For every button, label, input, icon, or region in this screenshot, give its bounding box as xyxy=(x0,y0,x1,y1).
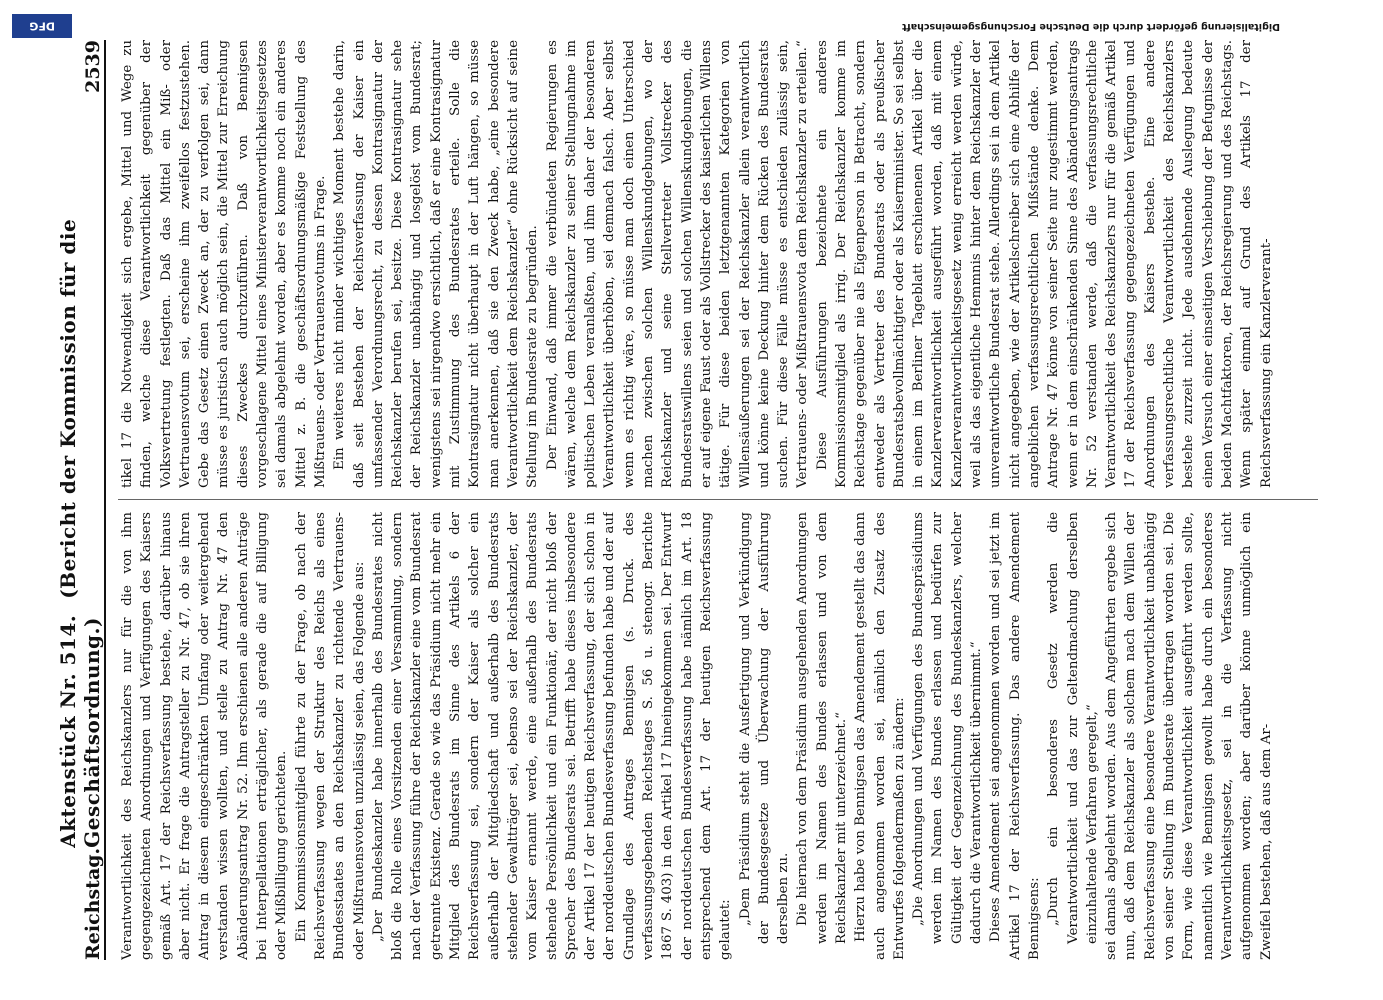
text-column-left xyxy=(118,512,1318,960)
page-number: 2539 xyxy=(82,40,104,93)
header-reichstag: Reichstag. xyxy=(82,847,104,960)
paragraph: Dieses Amendement sei angenommen worden und sei jetzt im Artikel 17 der Reichsverfassung. Das andere Amendement Bennigsens: xyxy=(988,512,1042,960)
header-report-title: (Bericht der Kommission für die Geschäftsordnung.) xyxy=(56,218,104,848)
paragraph: sei damals abgelehnt worden. Aus dem Angeführten ergebe sich nun, daß dem Reichskanzler als solchem nach dem Willen der Reichsverfassung eine besondere Verantwortlichkeit unabhängig von seiner Stellung im Bundesrate übertragen worden sei. Die Form, wie diese Verantwortlichkeit ausgeführt werden sollte, namentlich wie Bennigsen gewollt habe durch ein besonderes Verantwortlichkeitsgesetz, sei in die Verfassung nicht aufgenommen worden; aber darüber könne unmöglich ein Zweifel bestehen, daß aus dem Ar- xyxy=(1104,512,1274,960)
text-column-right xyxy=(118,40,1318,488)
paragraph: Diese Ausführungen bezeichnete ein anderes Kommissionsmitglied als irrig. Der Reichskanzler komme im Reichstage gegenüber nie als Eigenperson in Betracht, sondern entweder als Vertreter des Bundesrats oder als preußischer Bundesratsbevollmächtigter oder als Kaiserminister. So sei selbst in einem im Berliner Tageblatt erschienenen Artikel über die Kanzlerverantwortlichkeit ausgeführt worden, daß mit einem Kanzlerverantwortlichkeitsgesetz wenig erreicht werden würde, weil als das eigentliche Hemmnis hinter dem Reichskanzler der unverantwortliche Bundesrat stehe. Allerdings sei in dem Artikel nicht angegeben, wie der Artikelschreiber sich eine Abhilfe der angeblichen verfassungsrechtlichen Mißstände denke. Dem Antrage Nr. 47 könne von seiner Seite nur zugestimmt werden, wenn er in dem einschränkenden Sinne des Abänderungsantrags Nr. 52 verstanden werde, daß die verfassungsrechtliche Verantwortlichkeit des Reichskanzlers nur für die gemäß Artikel 17 der Reichsverfassung gegengezeichneten Verfügungen und Anordnungen des Kaisers bestehe. Eine andere verfassungsrechtliche Verantwortlichkeit des Reichskanzlers bestehe zurzeit nicht. Jede ausdehnende Auslegung bedeute einen Versuch einer einseitigen Verschiebung der Befugnisse der beiden Machtfaktoren, der Reichsregierung und des Reichstags. Wenn später einmal auf Grund des Artikels 17 der Reichsverfassung ein Kanzlerverant- xyxy=(814,40,1274,488)
quote-paragraph: „Durch ein besonderes Gesetz werden die Verantwortlichkeit und das zur Geltendmachung derselben einzuhaltende Verfahren geregelt,“ xyxy=(1046,512,1100,944)
quote-paragraph: „Die Anordnungen und Verfügungen des Bundespräsidiums werden im Namen des Bundes erlassen und bedürfen zur Gültigkeit der Gegenzeichnung des Bundeskanzlers, welcher dadurch die Verantwortlichkeit übernimmt.“ xyxy=(911,512,985,944)
quote-paragraph: Die hiernach von dem Präsidium ausgehenden Anordnungen werden im Namen des Bundes erlassen und von dem Reichskanzler mit unterzeichnet.“ xyxy=(795,512,849,944)
paragraph: Der Einwand, daß immer die verbündeten Regierungen es wären, welche dem Reichskanzler zu seiner Stellungnahme im politischen Leben veranlaßten, und ihm daher der besonderen Verantwortlichkeit überhöben, sei demnach falsch. Aber selbst wenn es richtig wäre, so müsse man doch einen Unterschied machen zwischen solchen Willenskundgebungen, wo der Reichskanzler und seine Stellvertreter Vollstrecker des Bundesratswillens seien und solchen Willenskundgebungen, die er auf eigene Faust oder als Vollstrecker des kaiserlichen Willens tätige. Für diese beiden letztgenannten Kategorien von Willensäußerungen sei der Reichskanzler allein verantwortlich und könne keine Deckung hinter dem Rücken des Bundesrats suchen. Für diese Fälle müsse es entschieden zulässig sein, Vertrauens- oder Mißtrauensvota dem Reichskanzler zu erteilen.“ xyxy=(544,40,811,488)
paragraph: Hierzu habe von Bennigsen das Amendement gestellt das dann auch angenommen worden sei, nämlich den Zusatz des Entwurfes folgendermaßen zu ändern: xyxy=(853,512,907,960)
dfg-logo: DFG xyxy=(12,14,72,38)
page-header xyxy=(56,40,106,960)
quote-paragraph: „Dem Präsidium steht die Ausfertigung und Verkündigung der Bundesgesetze und Überwachung der Ausführung derselben zu. xyxy=(737,512,792,944)
column-divider xyxy=(118,499,1318,500)
paragraph: tikel 17 die Notwendigkeit sich ergebe, Mittel und Wege zu finden, welche diese Verantwortlichkeit gegenüber der Volksvertretung festlegten. Daß das Mittel ein Miß- oder Vertrauensvotum sei, erscheine ihm zweifellos festzustehen. Gebe das Gesetz einen Zweck an, der zu verfolgen sei, dann müsse es juristisch auch möglich sein, die Mittel zur Erreichung dieses Zweckes durchzuführen. Daß von Bennigsen vorgeschlagene Mittel eines Ministerverantwortlichkeitsgesetzes sei damals abgelehnt worden, aber es komme noch ein anderes Mittel z. B. die geschäftsordnungsmäßige Feststellung des Mißtrauens- oder Vertrauensvotums in Frage. xyxy=(120,40,328,488)
paragraph: Verantwortlichkeit des Reichskanzlers nur für die von ihm gegengezeichneten Anordnungen und Verfügungen des Kaisers gemäß Art. 17 der Reichsverfassung bestehe, darüber hinaus aber nicht. Er frage die Antragsteller zu Nr. 47, ob sie ihren Antrag in diesem eingeschränkten Umfang oder weitergehend verstanden wissen wollten, und stelle zu Antrag Nr. 47 den Abänderungsantrag Nr. 52. Ihm erschienen alle anderen Anträge bei Interpellationen erträglicher, als gerade die auf Billigung oder Mißbilligung gerichteten. xyxy=(120,512,290,960)
digitization-note: Digitalisierung gefördert durch die Deutsche Forschungsgemeinschaft xyxy=(902,21,1280,32)
paragraph: Ein weiteres nicht minder wichtiges Moment bestehe darin, daß seit Bestehen der Reichsverfassung der Kaiser ein umfassender Verordnungsrecht, zu dessen Kontrasignatur der Reichskanzler berufen sei, besitze. Diese Kontrasignatur sehe der Reichskanzler unabhängig und losgelöst vom Bundesrat; wenigstens sei nirgendwo ersichtlich, daß er eine Kontrasignatur mit Zustimmung des Bundesrates erteile. Solle die Kontrasignatur nicht überhaupt in der Luft hängen, so müsse man anerkennen, daß sie den Zweck habe, „eine besondere Verantwortlichkeit dem Reichskanzler“ ohne Rücksicht auf seine Stellung im Bundesrate zu begründen. xyxy=(332,40,541,488)
header-document-number: Aktenstück Nr. 514. xyxy=(56,614,80,848)
paragraph: „Der Bundeskanzler habe innerhalb des Bundesrates nicht bloß die Rolle eines Vorsitzenden einer Versammlung, sondern nach der Verfassung führe der Reichskanzler eine vom Bundesrat getrennte Existenz. Gerade so wie das Präsidium nicht mehr ein Mitglied des Bundesrats im Sinne des Artikels 6 der Reichsverfassung sei, sondern der Kaiser als solcher ein außerhalb der Mitgliedschaft und außerhalb des Bundesrats stehender Gewaltträger sei, ebenso sei der Reichskanzler, der vom Kaiser ernannt werde, eine außerhalb des Bundesrats stehende Persönlichkeit und ein Funktionär, der nicht bloß der Sprecher des Bundesrats sei. Betrifft habe dieses insbesondere der Artikel 17 der heutigen Reichsverfassung, der sich schon in der norddeutschen Bundesverfassung befunden habe und der auf Grundlage des Antrages Bennigsen (s. Druck. des verfassungsgebenden Reichstages S. 56 u. stenogr. Berichte 1867 S. 403) in den Artikel 17 hineingekommen sei. Der Entwurf der norddeutschen Bundesverfassung habe nämlich im Art. 18 entsprechend dem Art. 17 der heutigen Reichsverfassung gelautet: xyxy=(370,512,734,960)
paragraph: Ein Kommissionsmitglied führte zu der Frage, ob nach der Reichsverfassung wegen der Struktur des Reichs als eines Bundesstaates an den Reichskanzler zu richtende Vertrauens- oder Mißtrauensvoten unzulässig seien, das Folgende aus: xyxy=(293,512,367,960)
header-title xyxy=(56,93,104,848)
